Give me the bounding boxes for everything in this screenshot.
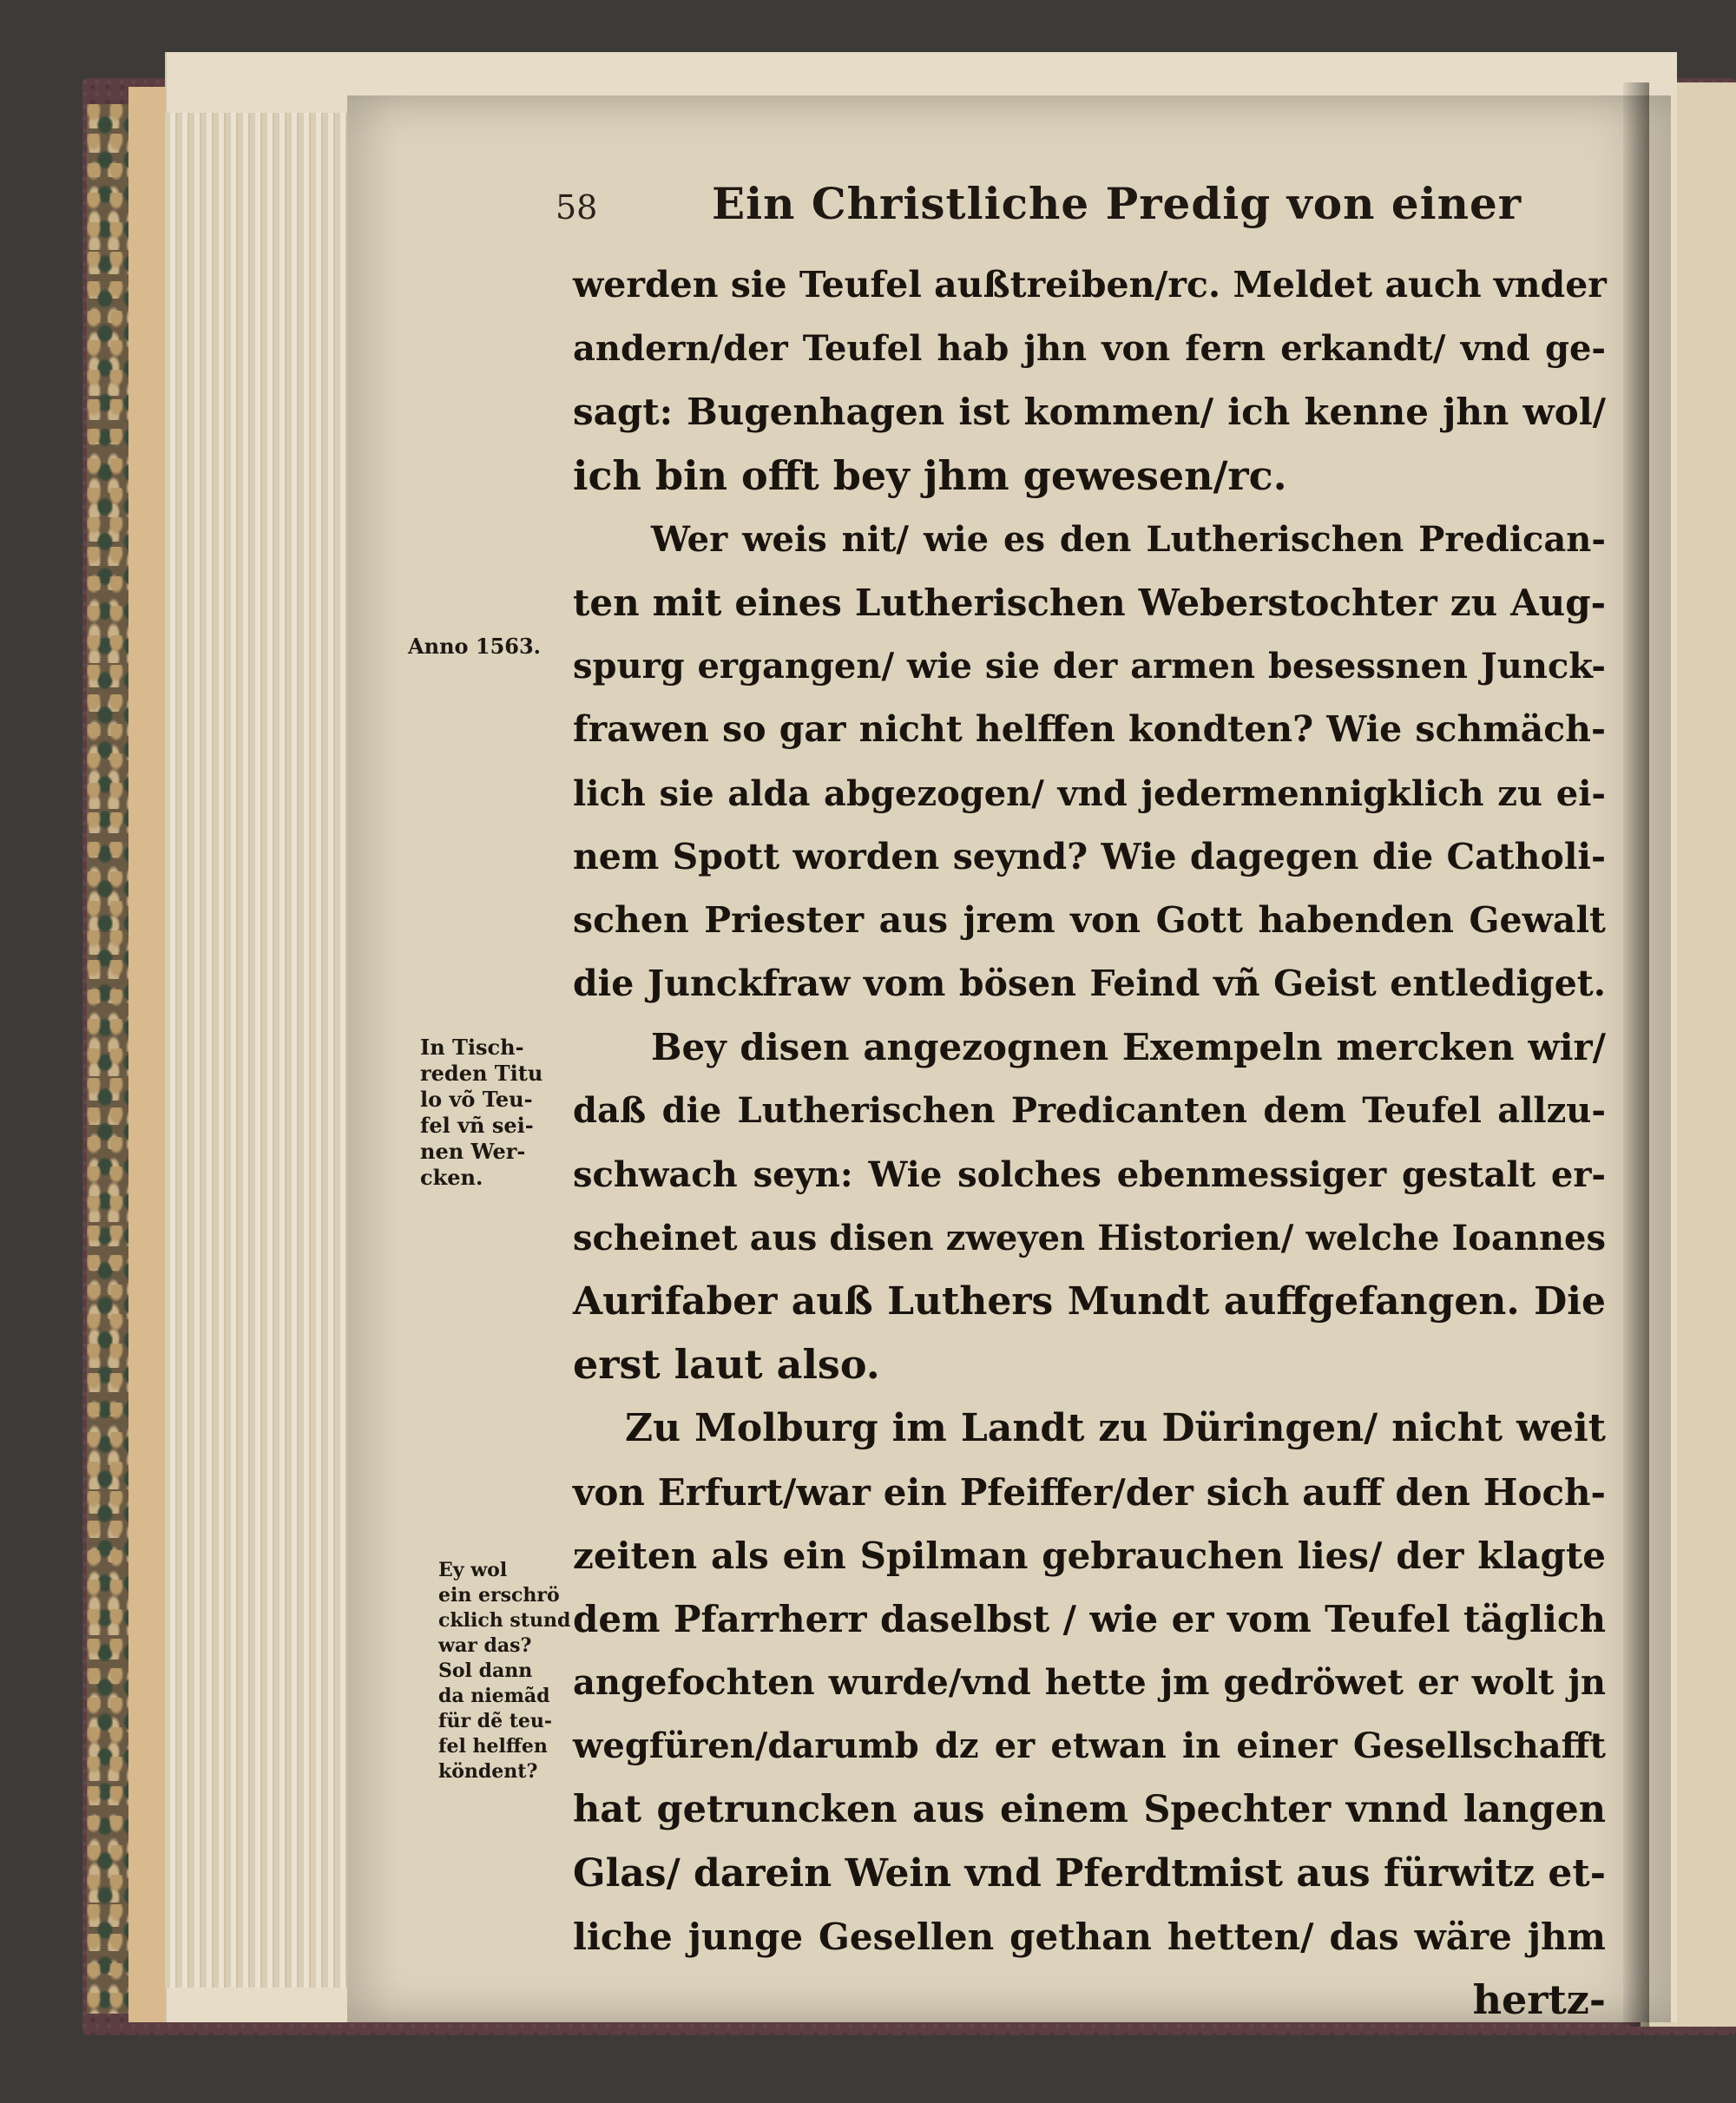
text-line: Aurifaber auß Luthers Mundt auffgefangen. Die — [573, 1279, 1606, 1324]
margin-note-tischreden — [420, 1035, 542, 1191]
margin-note-line: da niemãd — [438, 1685, 550, 1707]
margin-note-line: ein erschrö — [438, 1584, 560, 1607]
text-line: Zu Molburg im Landt zu Düringen/ nicht weit — [625, 1406, 1606, 1451]
text-line: die Junckfraw vom bösen Feind vñ Geist entlediget. — [573, 963, 1606, 1005]
margin-note-line: cklich stund — [438, 1609, 571, 1632]
marbled-endpaper — [87, 104, 135, 2014]
margin-note-line: fel vñ sei- — [420, 1113, 534, 1138]
text-line: Bey disen angezognen Exempeln mercken wir/ — [651, 1026, 1606, 1069]
page-header — [556, 178, 1606, 239]
margin-note-line: Anno 1563. — [408, 634, 542, 659]
text-line: wegfüren/darumb dz er etwan in einer Gesellschafft — [573, 1725, 1606, 1767]
margin-note-line: In Tisch- — [420, 1035, 524, 1060]
margin-note-line: fel helffen — [438, 1735, 548, 1758]
margin-note-line: war das? — [438, 1634, 532, 1657]
margin-note-line: lo võ Teu- — [420, 1087, 533, 1112]
margin-note-line: köndent? — [438, 1760, 538, 1783]
margin-note-line: reden Titu — [420, 1061, 543, 1086]
body-text — [573, 253, 1606, 2032]
text-line: scheinet aus disen zweyen Historien/ welche Ioannes — [573, 1217, 1606, 1259]
text-line: spurg ergangen/ wie sie der armen besessnen Junck- — [573, 646, 1606, 687]
text-line: liche junge Gesellen gethan hetten/ das wäre jhm — [573, 1915, 1606, 1958]
text-line: andern/der Teufel hab jhn von fern erkandt/ vnd ge- — [573, 328, 1606, 370]
page-stack-edges — [165, 113, 347, 1988]
text-line: nem Spott worden seynd? Wie dagegen die Catholi- — [573, 835, 1606, 877]
text-line: daß die Lutherischen Predicanten dem Teufel allzu- — [573, 1090, 1606, 1132]
margin-note-anno — [408, 634, 541, 660]
text-line: werden sie Teufel außtreiben/rc. Meldet auch vnder — [573, 264, 1607, 306]
running-title: Ein Christliche Predig von einer — [712, 178, 1522, 229]
margin-note-line: für dẽ teu- — [438, 1710, 553, 1732]
text-line: erst laut also. — [573, 1341, 880, 1389]
margin-note-line: nen Wer- — [420, 1139, 526, 1164]
text-line: schen Priester aus jrem von Gott habenden Gewalt — [573, 898, 1606, 941]
gutter-shadow — [1623, 82, 1649, 2027]
text-line: Glas/ darein Wein vnd Pferdtmist aus fürwitz et- — [573, 1850, 1606, 1896]
text-line: lich sie alda abgezogen/ vnd jedermennigklich zu ei- — [573, 772, 1606, 814]
margin-note-line: Ey wol — [438, 1559, 508, 1581]
margin-note-line: Sol dann — [438, 1659, 533, 1682]
text-line: frawen so gar nicht helffen kondten? Wie schmäch- — [573, 708, 1606, 751]
text-line: schwach seyn: Wie solches ebenmessiger gestalt er- — [573, 1153, 1606, 1195]
text-line: sagt: Bugenhagen ist kommen/ ich kenne jhn wol/ — [573, 391, 1606, 434]
text-line: von Erfurt/war ein Pfeiffer/der sich auff den Hoch- — [573, 1470, 1606, 1514]
text-line: ich bin offt bey jhm gewesen/rc. — [573, 451, 1287, 499]
margin-note-line: cken. — [420, 1165, 483, 1190]
text-line: angefochten wurde/vnd hette jm gedröwet er wolt jn — [573, 1662, 1606, 1704]
text-line: Wer weis nit/ wie es den Lutherischen Predican- — [651, 518, 1606, 560]
catchword: hertz- — [1472, 1976, 1606, 2024]
page-number: 58 — [556, 188, 598, 227]
text-line: ten mit eines Lutherischen Weberstochter zu Aug- — [573, 581, 1606, 624]
text-line: hat getruncken aus einem Spechter vnnd langen — [573, 1787, 1606, 1831]
margin-note-ey-wol — [438, 1558, 570, 1784]
text-line: dem Pfarrherr daselbst / wie er vom Teufel täglich — [573, 1597, 1606, 1640]
text-line: zeiten als ein Spilman gebrauchen lies/ der klagte — [573, 1534, 1606, 1577]
